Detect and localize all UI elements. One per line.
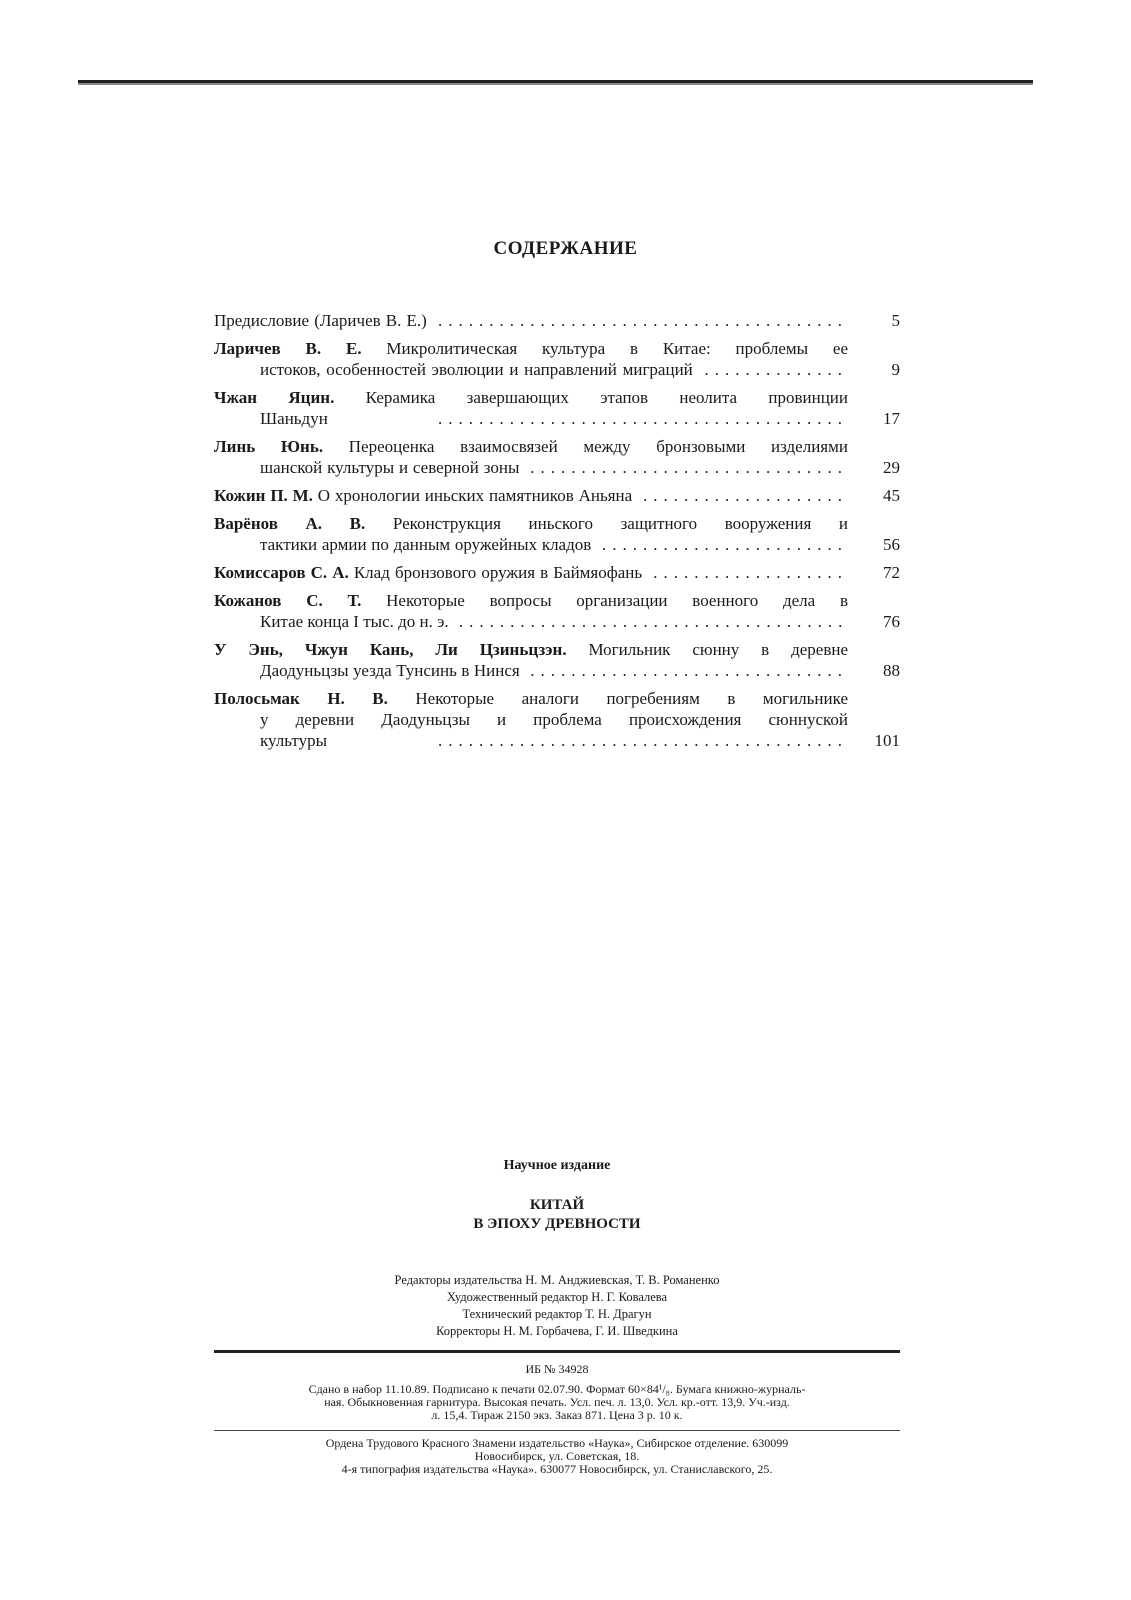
- toc-entry-text: Некоторые вопросы организации военного дела в: [361, 591, 848, 610]
- toc-entry-author: Варёнов А. В.: [214, 514, 366, 533]
- toc-entry-line: [214, 457, 848, 478]
- toc-leader-dots: ..............: [692, 360, 848, 379]
- toc-entry: [214, 338, 900, 380]
- toc-entry: [214, 688, 900, 751]
- toc-entry-text: истоков, особенностей эволюции и направлений миграций: [260, 360, 693, 379]
- editors-line: Художественный редактор Н. Г. Ковалева: [446, 1290, 668, 1304]
- toc-entry-text: культуры: [260, 731, 327, 750]
- publication-details: [214, 1383, 900, 1422]
- editors-line: Технический редактор Т. Н. Драгун: [462, 1307, 652, 1321]
- toc-leader-dots: ...............................: [519, 458, 848, 477]
- toc-leader-dots: ...............................: [519, 661, 848, 680]
- toc-entry-line: [214, 660, 848, 681]
- toc-entry-text: Керамика завершающих этапов неолита провинции: [334, 388, 848, 407]
- toc-entry-page: 72: [883, 563, 900, 582]
- toc-entry-text: шанской культуры и северной зоны: [260, 458, 520, 477]
- toc-entry-page: 5: [891, 311, 900, 330]
- toc-entry-line: [214, 387, 848, 408]
- toc-entry-line: [214, 534, 848, 555]
- toc-entry-page: 9: [891, 360, 900, 379]
- toc-entry-line: [214, 709, 848, 730]
- toc-entry-line: [214, 562, 848, 583]
- toc-entry-line: [214, 436, 848, 457]
- publication-details-line: л. 15,4. Тираж 2150 экз. Заказ 871. Цена 3 р. 10 к.: [431, 1408, 683, 1422]
- toc-entry-line: [214, 513, 848, 534]
- toc-entry-text: Переоценка взаимосвязей между бронзовыми изделиями: [323, 437, 848, 456]
- toc-entry-text: тактики армии по данным оружейных кладов: [260, 535, 592, 554]
- imprint-rule: [214, 1350, 900, 1353]
- toc-entry-text: Реконструкция иньского защитного вооружения и: [365, 514, 848, 533]
- toc-entry-line: [214, 310, 848, 331]
- toc-entry-text: Шаньдун: [260, 409, 328, 428]
- editors-block: [214, 1272, 900, 1340]
- book-title-line-1: КИТАЙ: [529, 1197, 585, 1213]
- editors-line: Редакторы издательства Н. М. Анджиевская, Т. В. Романенко: [394, 1273, 720, 1287]
- toc-entry: [214, 590, 900, 632]
- toc-entry-text: О хронологии иньских памятников Аньяна: [312, 486, 633, 505]
- toc-entry: [214, 639, 900, 681]
- toc-entry-text: Даодуньцзы уезда Тунсинь в Нинся: [260, 661, 520, 680]
- toc-entry-author: Линь Юнь.: [214, 437, 324, 456]
- toc-entry-line: [214, 611, 848, 632]
- toc-leader-dots: ...................: [642, 563, 848, 582]
- toc-entry-line: [214, 485, 848, 506]
- toc-leader-dots: ........................................: [426, 311, 848, 330]
- toc-entry-author: Комиссаров С. А.: [214, 563, 349, 582]
- publication-details-line: Сдано в набор 11.10.89. Подписано к печати 02.07.90. Формат 60×84¹/₈. Бумага книжно-журналь-: [308, 1382, 806, 1396]
- toc-entry: [214, 562, 900, 583]
- toc-entry-author: Кожанов С. Т.: [214, 591, 362, 610]
- editors-line: Корректоры Н. М. Горбачева, Г. И. Шведкина: [436, 1324, 678, 1338]
- toc-entry-text: Могильник сюнну в деревне: [566, 640, 848, 659]
- toc-entry-line: [214, 730, 848, 751]
- toc-entry-text: Некоторые аналоги погребениям в могильнике: [387, 689, 848, 708]
- toc-entry-line: [214, 688, 848, 709]
- toc-leader-dots: ......................................: [448, 612, 848, 631]
- toc-entry: [214, 436, 900, 478]
- printer-details-line: 4-я типография издательства «Наука». 630077 Новосибирск, ул. Станиславского, 25.: [341, 1462, 773, 1476]
- toc-entry-text: Предисловие (Ларичев В. Е.): [214, 311, 427, 330]
- toc-entry-text: Клад бронзового оружия в Баймяофань: [348, 563, 643, 582]
- toc-entry-author: Кожин П. М.: [214, 486, 313, 505]
- toc-entry-page: 76: [883, 612, 900, 631]
- table-of-contents: [214, 310, 900, 758]
- book-title: [214, 1196, 900, 1234]
- toc-entry-author: У Энь, Чжун Кань, Ли Цзиньцзэн.: [214, 640, 567, 659]
- toc-entry-line: [214, 338, 848, 359]
- toc-entry: [214, 485, 900, 506]
- imprint-rule-thin: [214, 1430, 900, 1431]
- publication-details-line: ная. Обыкновенная гарнитура. Высокая печать. Усл. печ. л. 13,0. Усл. кр.-отт. 13,9. Уч.-изд.: [324, 1395, 790, 1409]
- toc-entry: [214, 387, 900, 429]
- toc-entry-page: 45: [883, 486, 900, 505]
- toc-entry-page: 56: [883, 535, 900, 554]
- printer-details: [214, 1437, 900, 1476]
- book-title-line-2: В ЭПОХУ ДРЕВНОСТИ: [473, 1216, 641, 1232]
- toc-entry-line: [214, 408, 848, 429]
- ib-number: ИБ № 34928: [525, 1362, 589, 1376]
- toc-title: СОДЕРЖАНИЕ: [493, 238, 638, 259]
- toc-entry-line: [214, 590, 848, 611]
- printer-details-line: Новосибирск, ул. Советская, 18.: [474, 1449, 640, 1463]
- toc-entry-page: 29: [883, 458, 900, 477]
- toc-leader-dots: ........................................: [327, 409, 848, 428]
- toc-entry: [214, 310, 900, 331]
- toc-entry-author: Ларичев В. Е.: [214, 339, 362, 358]
- toc-entry-page: 101: [874, 731, 900, 750]
- toc-entry-line: [214, 639, 848, 660]
- toc-entry-author: Полосьмак Н. В.: [214, 689, 388, 708]
- printer-details-line: Ордена Трудового Красного Знамени издательство «Наука», Сибирское отделение. 630099: [325, 1436, 789, 1450]
- toc-entry-text: Микролитическая культура в Китае: проблемы ее: [361, 339, 848, 358]
- publication-kind: Научное издание: [503, 1158, 611, 1173]
- toc-leader-dots: ........................................: [327, 731, 848, 750]
- toc-entry: [214, 513, 900, 555]
- imprint: [214, 1158, 900, 1476]
- toc-leader-dots: ........................: [591, 535, 848, 554]
- toc-entry-text: у деревни Даодуньцзы и проблема происхождения сюннуской: [260, 710, 848, 729]
- toc-entry-line: [214, 359, 848, 380]
- toc-entry-text: Китае конца I тыс. до н. э.: [260, 612, 449, 631]
- toc-entry-page: 88: [883, 661, 900, 680]
- toc-leader-dots: ....................: [632, 486, 848, 505]
- toc-entry-page: 17: [883, 409, 900, 428]
- toc-entry-author: Чжан Яцин.: [214, 388, 335, 407]
- top-rule: [78, 80, 1033, 85]
